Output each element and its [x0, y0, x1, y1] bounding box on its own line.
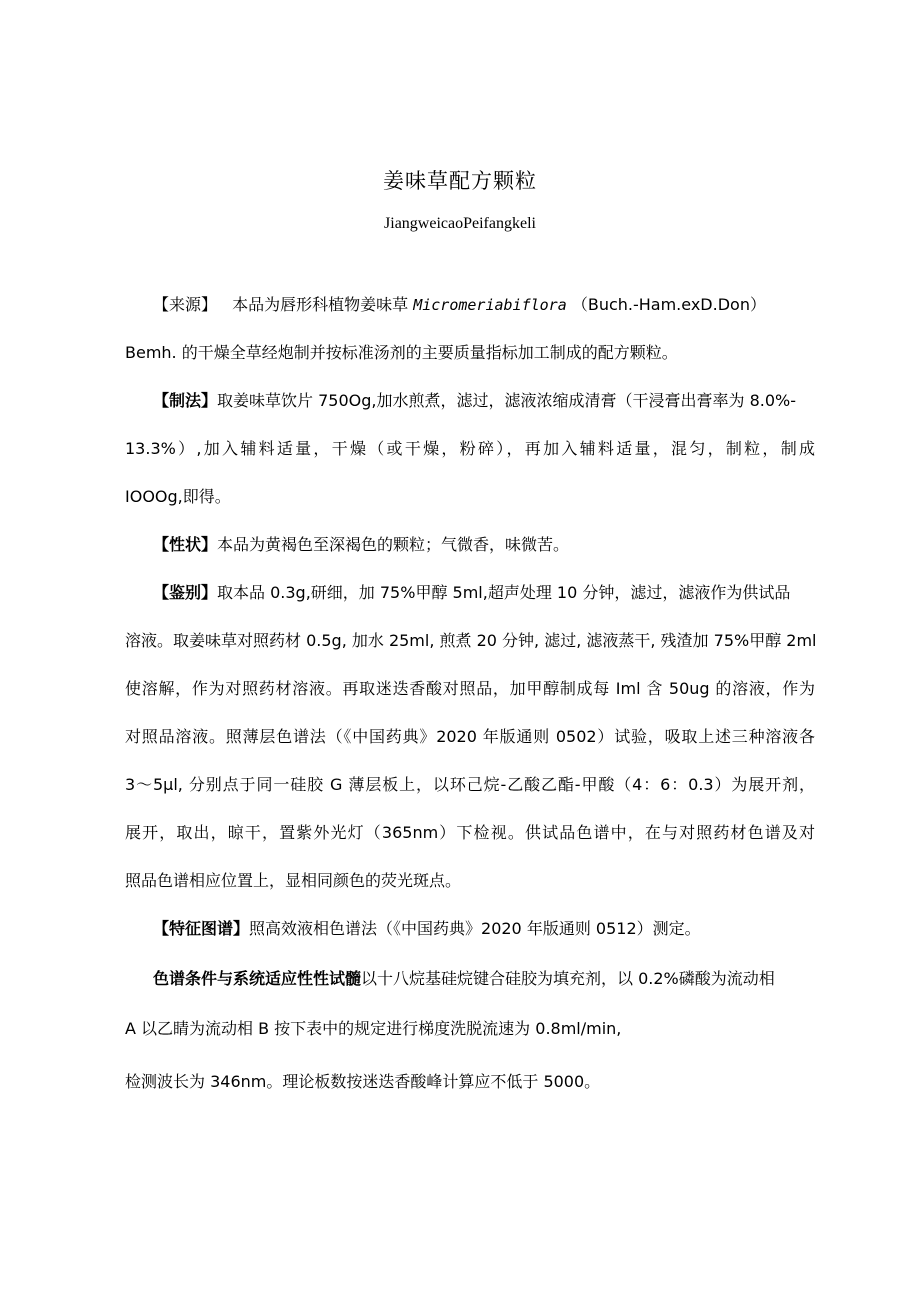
source-label: 【来源】 — [153, 295, 218, 314]
character-label: 【性状】 — [153, 535, 218, 554]
source-paragraph-line-1 — [125, 294, 815, 316]
identification-line-6: 展开，取出，晾干，置紫外光灯（365nm）下检视。供试品色谱中，在与对照药材色谱及对 — [125, 823, 815, 842]
fingerprint-paragraph — [153, 918, 815, 940]
method-paragraph-line-3: IOOOg,即得。 — [125, 487, 231, 506]
identification-text-1: 取本品 0.3g,研细，加 75%甲醇 5ml,超声处理 10 分钟，滤过，滤液作为供试品 — [217, 583, 791, 602]
chromatography-line-1 — [153, 968, 815, 990]
source-paragraph-line-2: Bemh. 的干燥全草经炮制并按标准汤剂的主要质量指标加工制成的配方颗粒。 — [125, 343, 678, 362]
chromatography-text-1: 以十八烷基硅烷键合硅胶为填充剂，以 0.2%磷酸为流动相 — [361, 969, 775, 988]
method-paragraph-line-1 — [153, 390, 815, 412]
source-text-a: 本品为唇形科植物姜味草 — [232, 295, 409, 314]
document-subtitle: JiangweicaoPeifangkeli — [384, 215, 536, 232]
method-paragraph-line-2: 13.3%）,加入辅料适量，干燥（或干燥，粉碎），再加入辅料适量，混匀，制粒，制成 — [125, 439, 815, 458]
fingerprint-label: 【特征图谱】 — [153, 919, 250, 938]
identification-label: 【鉴别】 — [153, 583, 218, 602]
chromatography-line-2: A 以乙睛为流动相 B 按下表中的规定进行梯度洗脱流速为 0.8ml∕min, — [125, 1019, 622, 1038]
identification-line-1 — [153, 582, 815, 604]
identification-line-5: 3～5μl, 分别点于同一硅胶 G 薄层板上，以环己烷-乙酸乙酯-甲酸（4：6：0.3）为展开剂， — [125, 775, 815, 794]
chromatography-line-3: 检测波长为 346nm。理论板数按迷迭香酸峰计算应不低于 5000。 — [125, 1072, 601, 1091]
identification-line-7: 照品色谱相应位置上，显相同颜色的荧光斑点。 — [125, 871, 462, 890]
character-paragraph — [153, 534, 815, 556]
document-title: 姜味草配方颗粒 — [383, 169, 537, 193]
fingerprint-text: 照高效液相色谱法（《中国药典》2020 年版通则 0512）测定。 — [249, 919, 701, 938]
identification-line-2: 溶液。取姜味草对照药材 0.5g, 加水 25ml, 煎煮 20 分钟, 滤过, 滤液蒸干, 残渣加 75%甲醇 2ml — [125, 631, 817, 650]
identification-line-3: 使溶解，作为对照药材溶液。再取迷迭香酸对照品，加甲醇制成每 Iml 含 50ug 的溶液，作为 — [125, 679, 815, 698]
identification-line-4: 对照品溶液。照薄层色谱法（《中国药典》2020 年版通则 0502）试验，吸取上述三种溶液各 — [125, 727, 815, 746]
method-text-1: 取姜味草饮片 750Og,加水煎煮，滤过，滤液浓缩成清膏（干浸膏出膏率为 8.0%- — [217, 391, 796, 410]
source-text-b: （Buch.-Ham.exD.Don） — [571, 295, 766, 314]
chromatography-label: 色谱条件与系统适应性性试髓 — [153, 969, 362, 988]
source-latin-name: Micromeriabiflora — [413, 296, 567, 314]
method-label: 【制法】 — [153, 391, 218, 410]
character-text: 本品为黄褐色至深褐色的颗粒；气微香，味微苦。 — [217, 535, 570, 554]
